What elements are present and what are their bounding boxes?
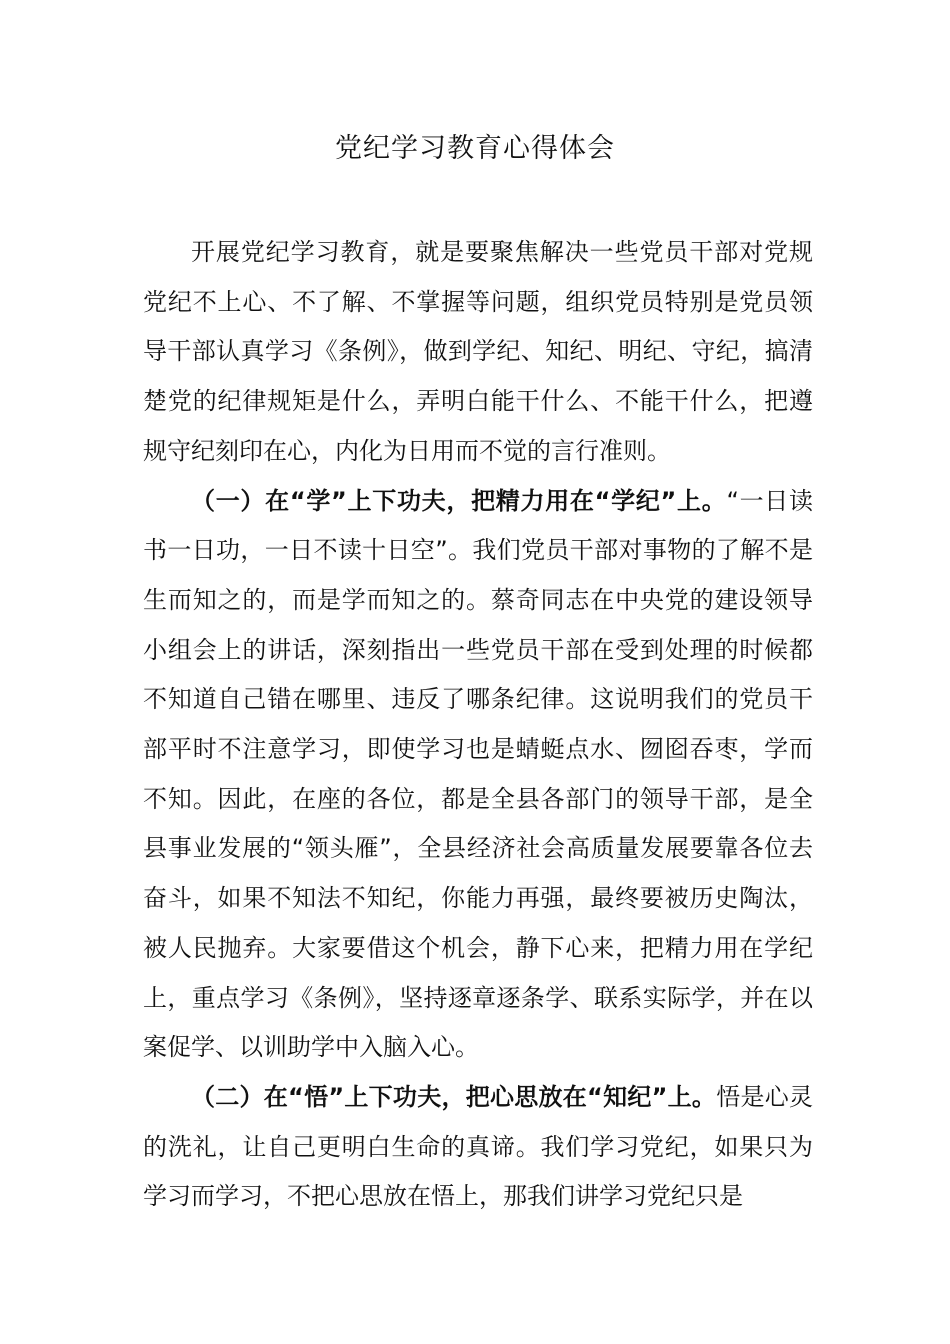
paragraph-section-1 bbox=[143, 477, 813, 1073]
document-body bbox=[143, 228, 813, 1222]
paragraph-text: 悟是心灵的洗礼，让自己更明白生命的真谛。我们学习党纪，如果只为学习而学习，不把心思放在悟上，那我们讲学习党纪只是 bbox=[143, 1082, 813, 1211]
paragraph-section-2 bbox=[143, 1073, 813, 1222]
paragraph-text: 开展党纪学习教育，就是要聚焦解决一些党员干部对党规党纪不上心、不了解、不掌握等问题，组织党员特别是党员领导干部认真学习《条例》，做到学纪、知纪、明纪、守纪，搞清楚党的纪律规矩是什么，弄明白能干什么、不能干什么，把遵规守纪刻印在心，内化为日用而不觉的言行准则。 bbox=[143, 238, 813, 465]
paragraph-intro bbox=[143, 228, 813, 477]
paragraph-heading: （一）在“学”上下功夫，把精力用在“学纪”上。 bbox=[191, 486, 727, 515]
paragraph-heading: （二）在“悟”上下功夫，把心思放在“知纪”上。 bbox=[191, 1082, 717, 1111]
paragraph-text: “一日读书一日功，一日不读十日空”。我们党员干部对事物的了解不是生而知之的，而是学而知之的。蔡奇同志在中央党的建设领导小组会上的讲话，深刻指出一些党员干部在受到处理的时候都不知道自己错在哪里、违反了哪条纪律。这说明我们的党员干部平时不注意学习，即使学习也是蜻蜓点水、囫囵吞枣，学而不知。因此，在座的各位，都是全县各部门的领导干部，是全县事业发展的“领头雁”，全县经济社会高质量发展要靠各位去奋斗，如果不知法不知纪，你能力再强，最终要被历史陶汰，被人民抛弃。大家要借这个机会，静下心来，把精力用在学纪上，重点学习《条例》，坚持逐章逐条学、联系实际学，并在以案促学、以训助学中入脑入心。 bbox=[143, 486, 814, 1062]
document-title: 党纪学习教育心得体会 bbox=[335, 133, 615, 164]
